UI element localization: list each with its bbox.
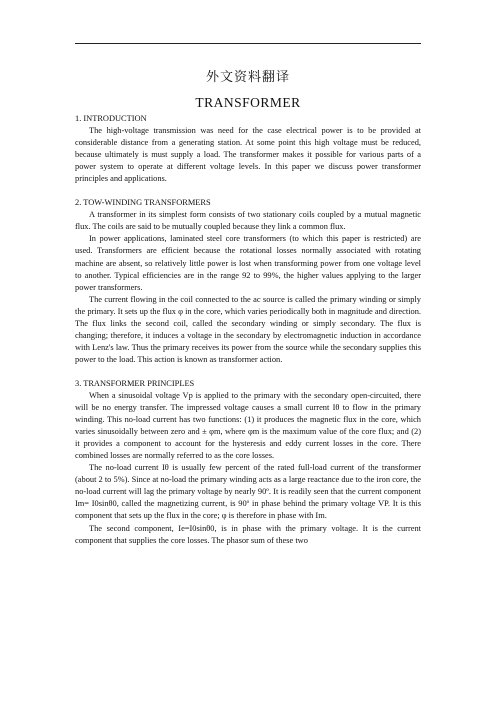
section-heading: 1. INTRODUCTION	[75, 114, 147, 123]
section-heading: 3. TRANSFORMER PRINCIPLES	[75, 378, 195, 388]
header-rule	[75, 43, 421, 44]
document-page	[75, 58, 421, 547]
paragraph: In power applications, laminated steel core transformers (to which this paper is restricted) are used. Transformers are efficient because the rotational losses normally associated with rotating machine are absent, so relatively little power is lost when transforming power from one voltage level to another. Typical efficiencies are in the range 92 to 99%, the higher values applying to the larger power transformers.	[75, 234, 421, 292]
paragraph: The second component, Ie=I0sinθ0, is in phase with the primary voltage. It is the current component that supplies the core losses. The phasor sum of these two	[75, 523, 421, 545]
paragraph: The high-voltage transmission was need for the case electrical power is to be provided at considerable distance from a generating station. At some point this high voltage must be reduced, because ultimately is must supply a load. The transformer makes it possible for various parts of a power system to operate at different voltage levels. In this paper we discuss power transformer principles and applications.	[75, 126, 421, 184]
section-heading: 2. TOW-WINDING TRANSFORMERS	[75, 198, 211, 208]
paragraph: When a sinusoidal voltage Vp is applied to the primary with the secondary open-circuited, there will be no energy transfer. The impressed voltage causes a small current Iθ to flow in the primary winding. This no-load current has two functions: (1) it produces the magnetic flux in the core, which varies sinusoidally between zero and ± φm, where φm is the maximum value of the core flux; and (2) it provides a component to account for the hysteresis and eddy current losses in the core. There combined losses are normally referred to as the core losses.	[75, 390, 421, 461]
paragraph: The current flowing in the coil connected to the ac source is called the primary winding or simply the primary. It sets up the flux φ in the core, which varies periodically both in magnitude and direction. The flux links the second coil, called the secondary winding or simply secondary. The flux is changing; therefore, it induces a voltage in the secondary by electromagnetic induction in accordance with Lenz's law. Thus the primary receives its power from the source while the secondary supplies this power to the load. This action is known as transformer action.	[75, 294, 421, 364]
paragraph: The no-load current Iθ is usually few percent of the rated full-load current of the transformer (about 2 to 5%). Since at no-load the primary winding acts as a large reactance due to the iron core, the no-load current will lag the primary voltage by nearly 90º. It is readily seen that the current component Im= I0sinθ0, called the magnetizing current, is 90º in phase behind the primary voltage VP. It is this component that sets up the flux in the core; φ is therefore in phase with Im.	[75, 463, 421, 521]
paragraph: A transformer in its simplest form consists of two stationary coils coupled by a mutual magnetic flux. The coils are said to be mutually coupled because they link a common flux.	[75, 210, 421, 232]
document-title: TRANSFORMER	[195, 95, 301, 110]
chinese-heading: 外文资料翻译	[205, 69, 290, 84]
